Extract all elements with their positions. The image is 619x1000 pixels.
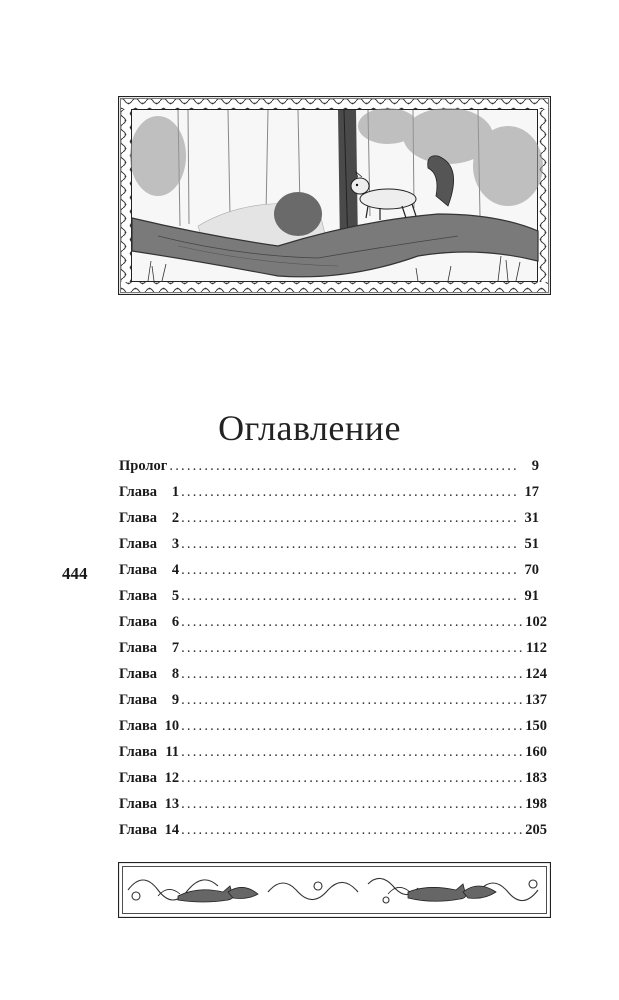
- toc-entry-label: Глава: [119, 510, 158, 526]
- toc-chapter-number: 13: [164, 796, 180, 812]
- toc-entry-label: Пролог: [119, 458, 168, 474]
- toc-row: [119, 822, 547, 848]
- page-title: Оглавление: [218, 408, 401, 449]
- toc-row: [119, 484, 547, 510]
- dot-leader: [181, 640, 523, 657]
- toc-page-number: 102: [525, 614, 547, 630]
- toc-page-number: 183: [525, 770, 547, 786]
- dot-leader: [181, 692, 522, 709]
- toc-page-number: 9: [531, 458, 539, 474]
- toc-chapter-number: 2: [171, 510, 180, 526]
- toc-page-number: 124: [525, 666, 547, 682]
- dot-leader: [181, 484, 516, 501]
- toc-entry-label: Глава: [119, 796, 158, 812]
- toc-row: [119, 796, 547, 822]
- toc-row: [119, 744, 547, 770]
- toc-row: [119, 588, 547, 614]
- toc-chapter-number: 10: [164, 718, 180, 734]
- toc-entry-label: Глава: [119, 718, 158, 734]
- dot-leader: [181, 822, 522, 839]
- toc-chapter-number: 11: [165, 744, 180, 760]
- toc-entry-label: Глава: [119, 484, 158, 500]
- toc-row: [119, 458, 547, 484]
- toc-entry-label: Глава: [119, 744, 158, 760]
- toc-chapter-number: 5: [171, 588, 180, 604]
- toc-entry-label: Глава: [119, 536, 158, 552]
- foxes-ornament-band: [118, 862, 551, 918]
- toc-chapter-number: 8: [171, 666, 180, 682]
- toc-page-number: 70: [524, 562, 539, 578]
- toc-entry-label: Глава: [119, 770, 158, 786]
- toc-chapter-number: 4: [171, 562, 180, 578]
- toc-chapter-number: 3: [171, 536, 180, 552]
- toc-page-number: 112: [526, 640, 547, 656]
- dot-leader: [181, 588, 516, 605]
- toc-row: [119, 536, 547, 562]
- dot-leader: [181, 536, 516, 553]
- toc-page-number: 137: [525, 692, 547, 708]
- dot-leader: [181, 770, 522, 787]
- toc-page-number: 198: [525, 796, 547, 812]
- dot-leader: [181, 744, 522, 761]
- toc-entry-label: Глава: [119, 666, 158, 682]
- toc-row: [119, 614, 547, 640]
- dot-leader: [181, 718, 522, 735]
- dot-leader: [181, 562, 516, 579]
- toc-row: [119, 692, 547, 718]
- toc-page-number: 205: [525, 822, 547, 838]
- toc-chapter-number: 14: [164, 822, 180, 838]
- toc-page-number: 17: [524, 484, 539, 500]
- page-number: 444: [62, 564, 88, 583]
- toc-entry-label: Глава: [119, 562, 158, 578]
- dot-leader: [181, 796, 522, 813]
- toc-entry-label: Глава: [119, 822, 158, 838]
- toc-page-number: 51: [524, 536, 539, 552]
- table-of-contents: [119, 458, 547, 848]
- toc-entry-label: Глава: [119, 588, 158, 604]
- toc-chapter-number: 1: [171, 484, 180, 500]
- toc-page-number: 150: [525, 718, 547, 734]
- dot-leader: [181, 614, 522, 631]
- dot-leader: [169, 458, 516, 475]
- toc-chapter-number: 6: [171, 614, 180, 630]
- toc-entry-label: Глава: [119, 640, 158, 656]
- toc-page-number: 91: [524, 588, 539, 604]
- toc-row: [119, 562, 547, 588]
- toc-page-number: 31: [524, 510, 539, 526]
- toc-chapter-number: 9: [171, 692, 180, 708]
- toc-row: [119, 770, 547, 796]
- toc-chapter-number: 12: [164, 770, 180, 786]
- toc-entry-label: Глава: [119, 614, 158, 630]
- toc-row: [119, 510, 547, 536]
- toc-chapter-number: 7: [171, 640, 180, 656]
- toc-entry-label: Глава: [119, 692, 158, 708]
- forest-squirrel-illustration: [118, 96, 551, 295]
- toc-row: [119, 666, 547, 692]
- dot-leader: [181, 510, 516, 527]
- toc-row: [119, 718, 547, 744]
- toc-row: [119, 640, 547, 666]
- toc-page-number: 160: [525, 744, 547, 760]
- dot-leader: [181, 666, 522, 683]
